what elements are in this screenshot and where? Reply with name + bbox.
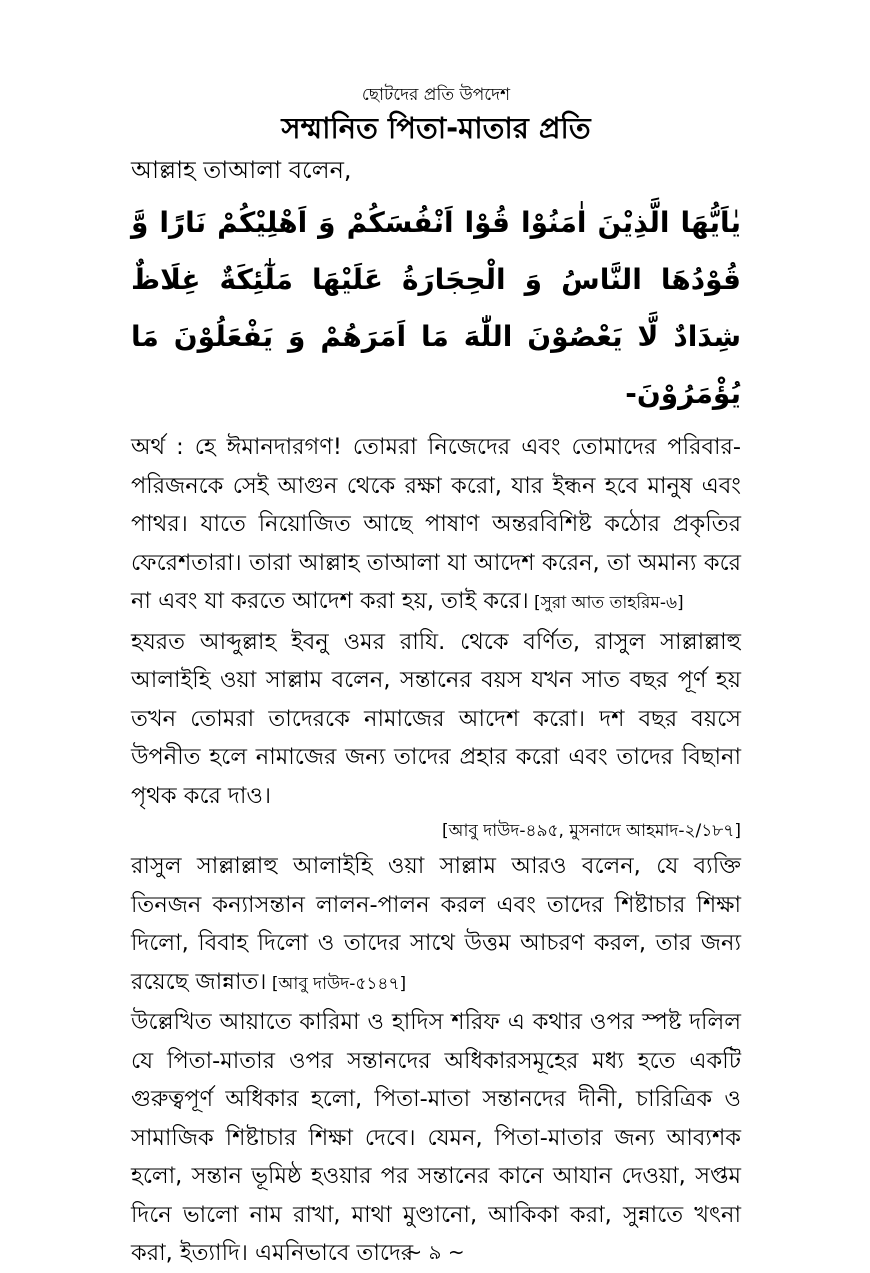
running-header: ছোটদের প্রতি উপদেশ [361, 85, 511, 105]
hadith-2-reference: [আবু দাউদ-৫১৪৭] [266, 973, 407, 994]
verse-reference: [সুরা আত তাহরিম-৬] [528, 593, 684, 613]
hadith-1-reference: [আবু দাউদ-৪৯৫, মুসনাদে আহমাদ-২/১৮৭] [441, 821, 741, 841]
page-number: ~ ৯ ~ [405, 1240, 465, 1264]
hadith-2-text: রাসুল সাল্লাল্লাহু আলাইহি ওয়া সাল্লাম আরও বলেন, যে ব্যক্তি তিনজন কন্যাসন্তান লালন-পালন করল এবং তাদের শিষ্টাচার শিক্ষা দিলো, বিবাহ দিলো ও তাদের সাথে উত্তম আচরণ করল, তার জন্য রয়েছে জান্নাত। [131, 853, 741, 995]
intro-line: আল্লাহ তাআলা বলেন, [131, 156, 352, 184]
hadith-2 [131, 847, 741, 1003]
verse-meaning-text: অর্থ : হে ঈমানদারগণ! তোমরা নিজেদের এবং তোমাদের পরিবার-পরিজনকে সেই আগুন থেকে রক্ষা করো, যার ইন্ধন হবে মানুষ এবং পাথর। যাতে নিয়োজিত আছে পাষাণ অন্তরবিশিষ্ট কঠোর প্রকৃতির ফেরেশতারা। তারা আল্লাহ তাআলা যা আদেশ করেন, তা অমান্য করে না এবং যা করতে আদেশ করা হয়, তাই করে। [131, 434, 741, 614]
conclusion-paragraph: উল্লেখিত আয়াতে কারিমা ও হাদিস শরিফ এ কথার ওপর স্পষ্ট দলিল যে পিতা-মাতার ওপর সন্তানদের অধিকারসমূহের মধ্য হতে একটি গুরুত্বপূর্ণ অধিকার হলো, পিতা-মাতা সন্তানদের দীনী, চারিত্রিক ও সামাজিক শিষ্টাচার শিক্ষা দেবে। যেমন, পিতা-মাতার জন্য আব্যশক হলো, সন্তান ভূমিষ্ঠ হওয়ার পর সন্তানের কানে আযান দেওয়া, সপ্তম দিনে ভালো নাম রাখা, মাথা মুণ্ডানো, আকিকা করা, সুন্নাতে খৎনা করা, ইত্যাদি। এমনিভাবে তাদের [131, 1009, 741, 1266]
verse-meaning [131, 428, 741, 623]
hadith-1: হযরত আব্দুল্লাহ ইবনু ওমর রাযি. থেকে বর্ণিত, রাসুল সাল্লাল্লাহু আলাইহি ওয়া সাল্লাম বলেন, সন্তানের বয়স যখন সাত বছর পূর্ণ হয় তখন তোমরা তাদেরকে নামাজের আদেশ করো। দশ বছর বয়সে উপনীত হলে নামাজের জন্য তাদের প্রহার করো এবং তাদের বিছানা পৃথক করে দাও। [131, 628, 741, 809]
arabic-verse: يٰاَيُّهَا الَّذِيْنَ اٰمَنُوْا قُوْا اَنْفُسَكُمْ وَ اَهْلِيْكُمْ نَارًا وَّ قُوْدُهَا النَّاسُ وَ الْحِجَارَةُ عَلَيْهَا مَلٰٓئِكَةٌ غِلَاظٌ شِدَادٌ لَّا يَعْصُوْنَ اللّٰهَ مَا اَمَرَهُمْ وَ يَفْعَلُوْنَ مَا يُؤْمَرُوْنَ- [131, 206, 741, 410]
page-content [131, 82, 741, 1273]
page-title: সম্মানিত পিতা-মাতার প্রতি [281, 111, 591, 145]
